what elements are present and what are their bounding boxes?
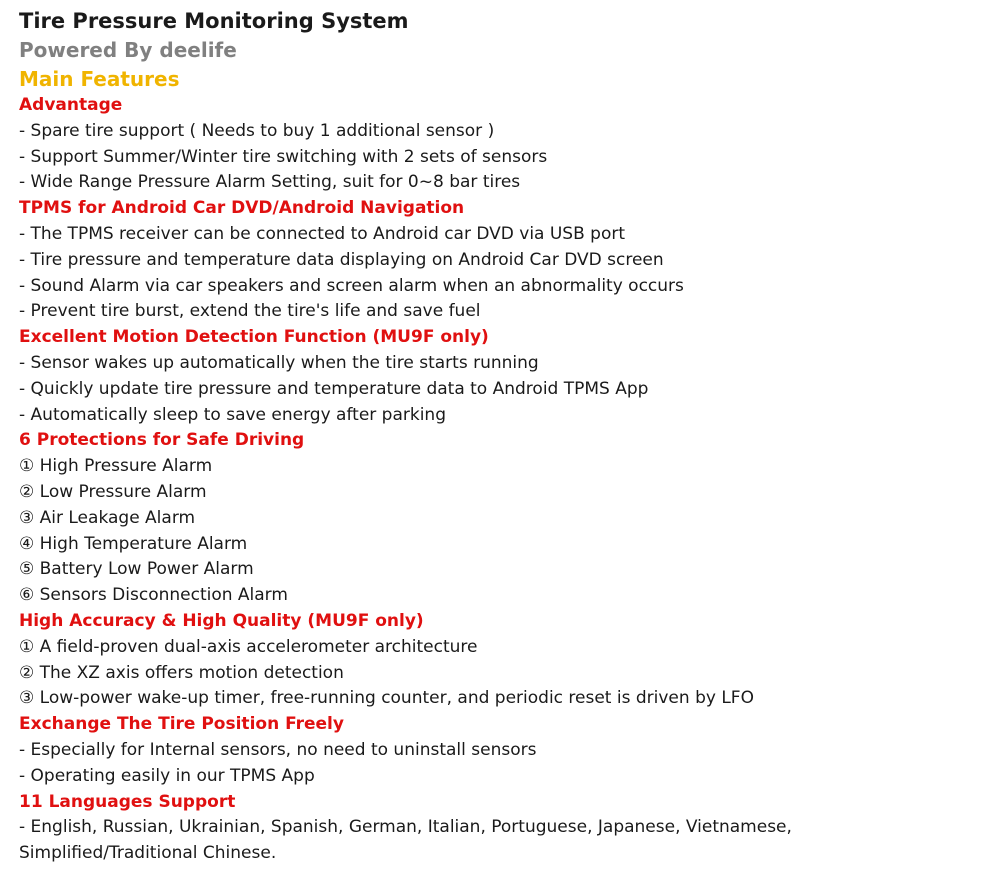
section-heading: 6 Protections for Safe Driving bbox=[19, 430, 305, 451]
feature-item: - Automatically sleep to save energy after parking bbox=[19, 404, 447, 425]
feature-item: - Especially for Internal sensors, no need to uninstall sensors bbox=[19, 739, 537, 760]
feature-item: ② Low Pressure Alarm bbox=[19, 481, 207, 502]
feature-item: ④ High Temperature Alarm bbox=[19, 533, 248, 554]
brand-subtitle: Powered By deelife bbox=[19, 38, 237, 62]
feature-item: - Support Summer/Winter tire switching with 2 sets of sensors bbox=[19, 146, 548, 167]
section-heading: 11 Languages Support bbox=[19, 791, 236, 812]
feature-item: - Prevent tire burst, extend the tire's life and save fuel bbox=[19, 301, 481, 322]
feature-sections bbox=[19, 93, 983, 867]
page-title: Tire Pressure Monitoring System bbox=[19, 9, 409, 33]
feature-item: - Tire pressure and temperature data displaying on Android Car DVD screen bbox=[19, 249, 664, 270]
feature-item: ② The XZ axis offers motion detection bbox=[19, 662, 344, 683]
feature-item: - Wide Range Pressure Alarm Setting, suit for 0~8 bar tires bbox=[19, 172, 521, 193]
section-heading: Exchange The Tire Position Freely bbox=[19, 714, 344, 735]
section-heading: TPMS for Android Car DVD/Android Navigation bbox=[19, 198, 465, 219]
feature-item: ③ Low-power wake-up timer, free-running counter, and periodic reset is driven by LFO bbox=[19, 688, 754, 709]
feature-item: - Operating easily in our TPMS App bbox=[19, 765, 315, 786]
feature-item: - Quickly update tire pressure and temperature data to Android TPMS App bbox=[19, 378, 649, 399]
feature-item: - English, Russian, Ukrainian, Spanish, German, Italian, Portuguese, Japanese, Vietnamese, Simplified/Traditional Chinese. bbox=[19, 817, 792, 864]
feature-item: ① A field-proven dual-axis accelerometer architecture bbox=[19, 636, 478, 657]
feature-item: - Sound Alarm via car speakers and screen alarm when an abnormality occurs bbox=[19, 275, 684, 296]
feature-item: ⑥ Sensors Disconnection Alarm bbox=[19, 585, 288, 606]
section-heading: High Accuracy & High Quality (MU9F only) bbox=[19, 610, 424, 631]
section-heading: Excellent Motion Detection Function (MU9F only) bbox=[19, 327, 489, 348]
feature-item: ① High Pressure Alarm bbox=[19, 456, 213, 477]
feature-item: ③ Air Leakage Alarm bbox=[19, 507, 196, 528]
section-heading: Advantage bbox=[19, 95, 123, 115]
feature-item: - Sensor wakes up automatically when the tire starts running bbox=[19, 352, 539, 373]
feature-item: - Spare tire support ( Needs to buy 1 additional sensor ) bbox=[19, 120, 495, 141]
feature-item: ⑤ Battery Low Power Alarm bbox=[19, 559, 254, 580]
feature-item: - The TPMS receiver can be connected to Android car DVD via USB port bbox=[19, 223, 626, 244]
main-features-label: Main Features bbox=[19, 67, 180, 91]
